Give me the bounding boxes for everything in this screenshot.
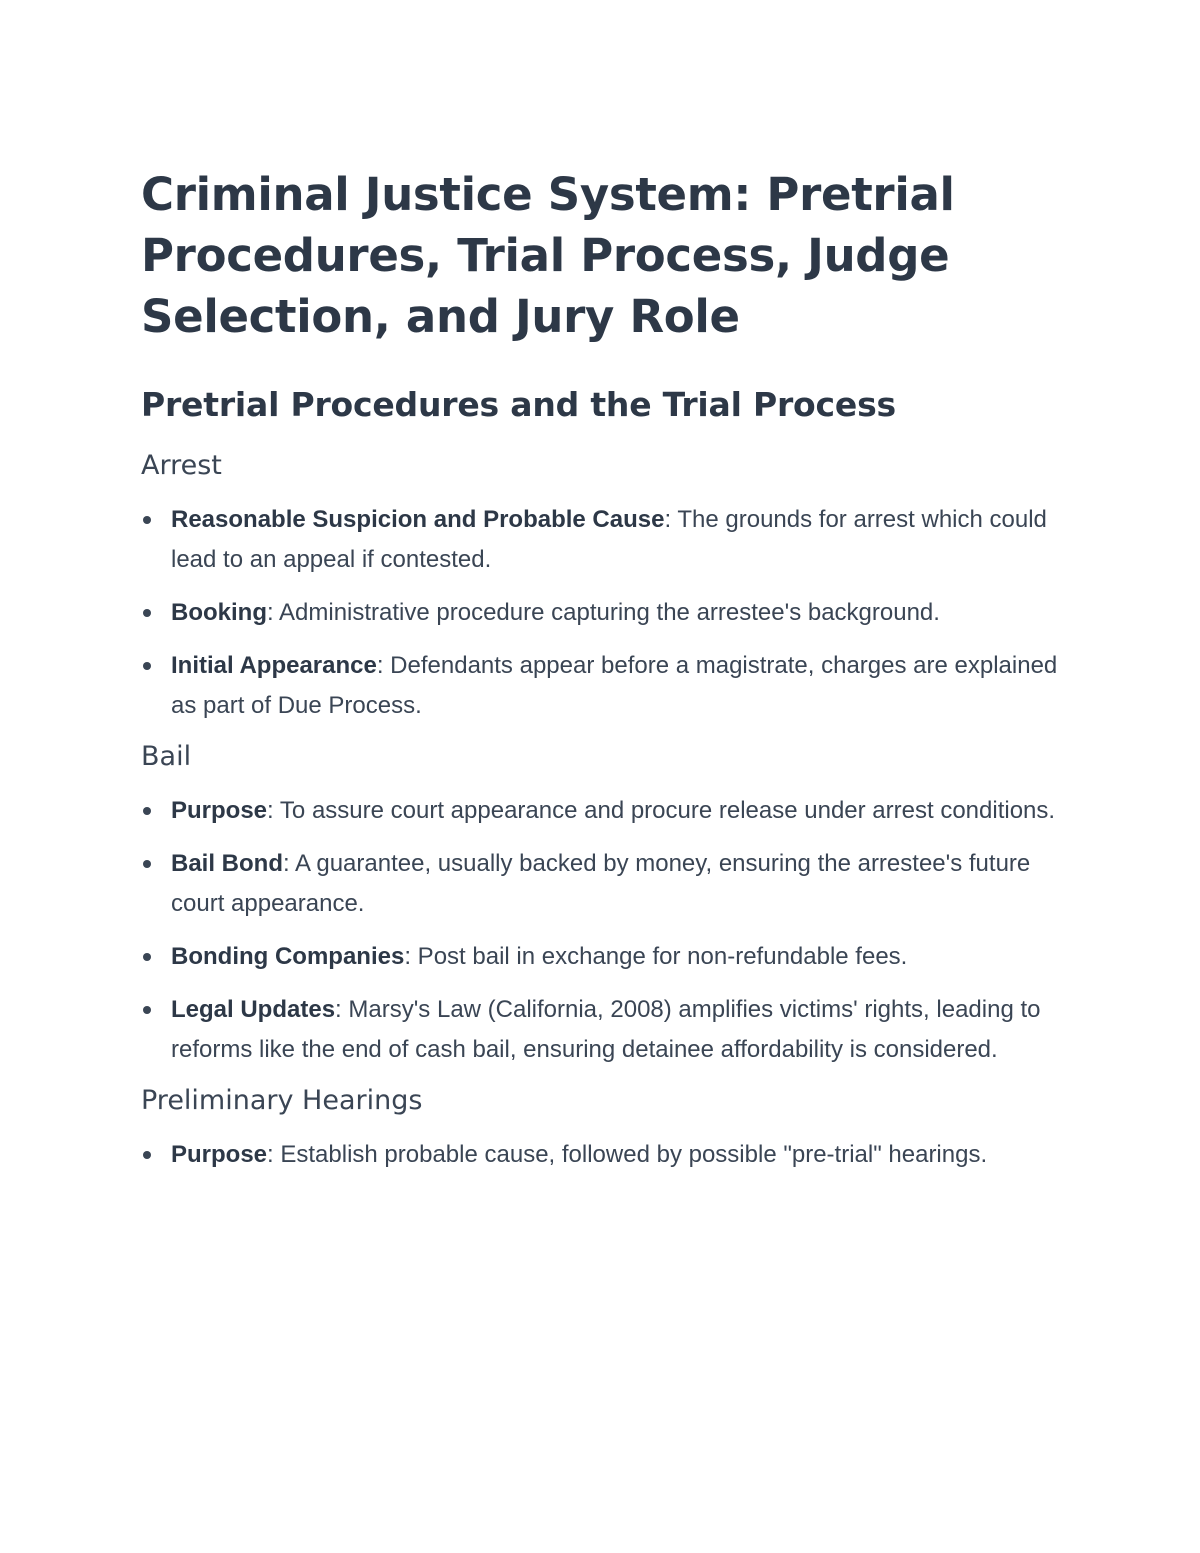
subsection-heading-preliminary-hearings: Preliminary Hearings (141, 1085, 423, 1116)
item-text: : Establish probable cause, followed by possible "pre-trial" hearings. (267, 1141, 988, 1168)
list-item (141, 791, 1071, 831)
item-term: Bail Bond (171, 850, 283, 877)
item-text: : Administrative procedure capturing the arrestee's background. (267, 599, 940, 626)
list-item (141, 593, 1071, 633)
subsection-heading-bail: Bail (141, 741, 192, 772)
list-item (141, 1135, 1071, 1175)
document-page (141, 164, 1071, 1188)
bullet-icon (143, 1151, 151, 1159)
bullet-icon (143, 609, 151, 617)
subsection-heading-arrest: Arrest (141, 450, 222, 481)
bullet-icon (143, 807, 151, 815)
item-term: Purpose (171, 1141, 268, 1168)
bullet-icon (143, 516, 151, 524)
list-item (141, 937, 1071, 977)
bullet-icon (143, 1006, 151, 1014)
bail-list (141, 791, 1071, 1070)
arrest-list (141, 500, 1071, 726)
item-text: : Marsy's Law (California, 2008) amplifies victims' rights, leading to reforms like the end of cash bail, ensuring detainee affordability is considered. (171, 996, 1041, 1063)
bullet-icon (143, 953, 151, 961)
item-text: : To assure court appearance and procure release under arrest conditions. (267, 797, 1056, 824)
item-text: : Defendants appear before a magistrate, charges are explained as part of Due Process. (171, 652, 1058, 719)
document-title: Criminal Justice System: Pretrial Procedures, Trial Process, Judge Selection, and Jury Role (141, 168, 955, 343)
item-text: : A guarantee, usually backed by money, ensuring the arrestee's future court appearance. (171, 850, 1031, 917)
list-item (141, 646, 1071, 726)
list-item (141, 500, 1071, 580)
item-term: Legal Updates (171, 996, 336, 1023)
bullet-icon (143, 860, 151, 868)
preliminary-hearings-list (141, 1135, 1071, 1175)
item-text: : Post bail in exchange for non-refundable fees. (404, 943, 908, 970)
list-item (141, 990, 1071, 1070)
section-heading-pretrial: Pretrial Procedures and the Trial Process (141, 385, 896, 424)
item-term: Bonding Companies (171, 943, 405, 970)
item-term: Purpose (171, 797, 268, 824)
item-term: Reasonable Suspicion and Probable Cause (171, 506, 665, 533)
bullet-icon (143, 662, 151, 670)
list-item (141, 844, 1071, 924)
item-text: : The grounds for arrest which could lead to an appeal if contested. (171, 506, 1047, 573)
item-term: Initial Appearance (171, 652, 377, 679)
item-term: Booking (171, 599, 267, 626)
